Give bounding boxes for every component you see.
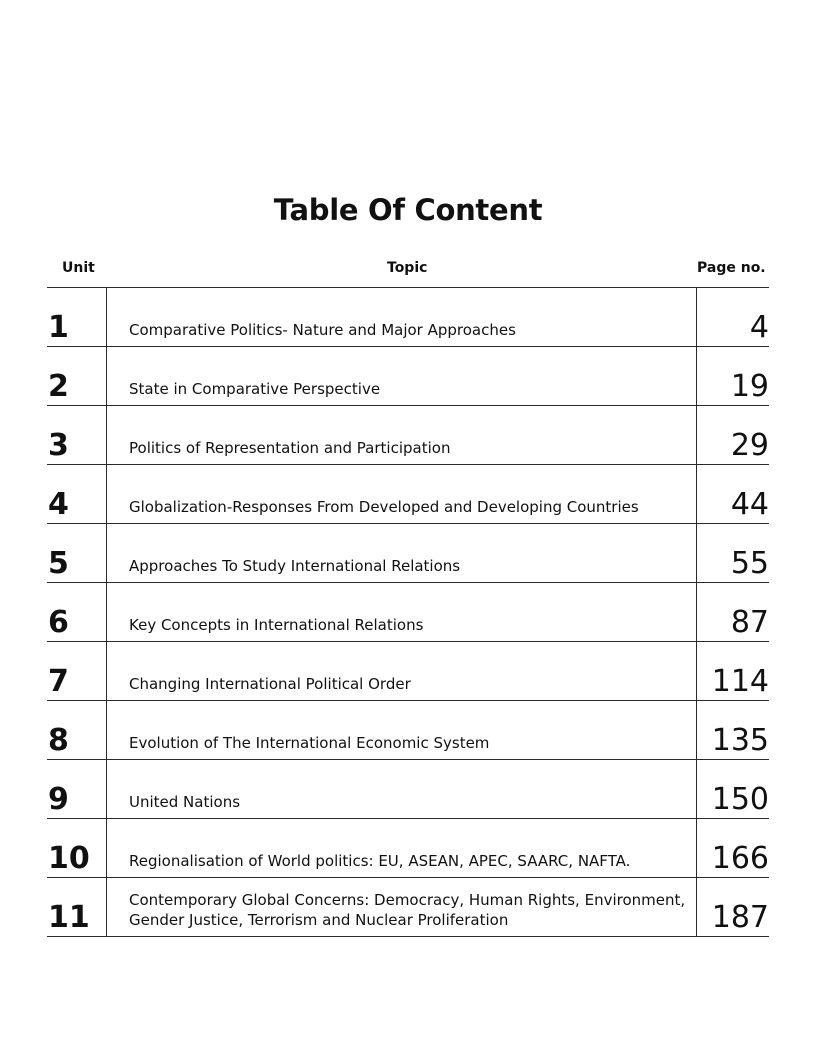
page-number: 150 [696,760,769,818]
topic-title: Globalization-Responses From Developed and Developing Countries [129,498,639,516]
toc-row [47,465,769,524]
page-number: 55 [696,524,769,582]
topic-title: United Nations [129,793,241,811]
page-title: Table Of Content [273,193,543,227]
unit-number: 6 [47,583,107,641]
page-column-header: Page no. [697,260,766,276]
topic-title: Comparative Politics- Nature and Major Approaches [129,321,516,339]
toc-row [47,878,769,937]
page-number: 87 [696,583,769,641]
topic-title: Key Concepts in International Relations [129,616,424,634]
unit-number: 7 [47,642,107,700]
toc-row [47,583,769,642]
topic-title: Changing International Political Order [129,675,411,693]
page-number: 44 [696,465,769,523]
unit-number: 4 [47,465,107,523]
toc-row [47,524,769,583]
unit-number: 11 [47,878,107,936]
page-number: 166 [696,819,769,877]
unit-number: 1 [47,288,107,346]
unit-number: 2 [47,347,107,405]
toc-row [47,760,769,819]
topic-title: State in Comparative Perspective [129,380,381,398]
toc-row [47,701,769,760]
topic-title: Approaches To Study International Relations [129,557,461,575]
unit-number: 5 [47,524,107,582]
table-of-contents [47,287,769,937]
topic-title: Evolution of The International Economic System [129,734,490,752]
toc-row [47,642,769,701]
page-number: 19 [696,347,769,405]
unit-column-header: Unit [62,260,95,276]
page-number: 114 [696,642,769,700]
toc-row [47,406,769,465]
topic-column-header: Topic [387,260,428,276]
unit-number: 10 [47,819,107,877]
page-number: 135 [696,701,769,759]
toc-row [47,288,769,347]
toc-row [47,347,769,406]
toc-row [47,819,769,878]
page-number: 4 [696,288,769,346]
topic-title: Regionalisation of World politics: EU, ASEAN, APEC, SAARC, NAFTA. [129,852,631,870]
unit-number: 3 [47,406,107,464]
unit-number: 8 [47,701,107,759]
topic-title: Contemporary Global Concerns: Democracy, Human Rights, Environment, Gender Justice, Terrorism and Nuclear Proliferation [129,891,686,929]
page-number: 29 [696,406,769,464]
page-number: 187 [696,878,769,936]
topic-title: Politics of Representation and Participation [129,439,451,457]
unit-number: 9 [47,760,107,818]
